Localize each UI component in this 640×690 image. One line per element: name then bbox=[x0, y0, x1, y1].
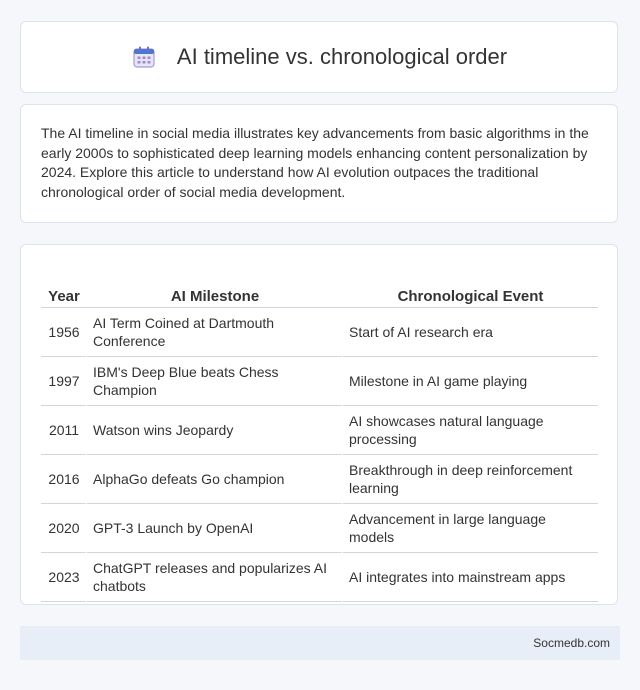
cell-event: Milestone in AI game playing bbox=[343, 357, 598, 406]
cell-year: 2016 bbox=[41, 455, 87, 504]
cell-event: AI integrates into mainstream apps bbox=[343, 553, 598, 602]
column-header-event: Chronological Event bbox=[343, 262, 598, 308]
column-header-year: Year bbox=[41, 262, 87, 308]
cell-milestone: GPT-3 Launch by OpenAI bbox=[87, 504, 343, 553]
cell-milestone: Watson wins Jeopardy bbox=[87, 406, 343, 455]
table-row bbox=[41, 553, 598, 602]
cell-milestone: IBM's Deep Blue beats Chess Champion bbox=[87, 357, 343, 406]
table-row bbox=[41, 504, 598, 553]
footer bbox=[20, 626, 620, 660]
cell-year: 2011 bbox=[41, 406, 87, 455]
cell-event: Breakthrough in deep reinforcement learning bbox=[343, 455, 598, 504]
cell-year: 2020 bbox=[41, 504, 87, 553]
calendar-icon bbox=[131, 44, 157, 70]
intro-card bbox=[20, 104, 618, 223]
intro-text: The AI timeline in social media illustrates key advancements from basic algorithms in the early 2000s to sophisticated deep learning models enhancing content personalization by 2024. Explore this article to understand how AI evolution outpaces the traditional chronological order of social media development. bbox=[41, 125, 589, 200]
table-header-row bbox=[41, 262, 598, 308]
title-card bbox=[20, 21, 618, 93]
cell-year: 1997 bbox=[41, 357, 87, 406]
cell-year: 2023 bbox=[41, 553, 87, 602]
cell-event: Start of AI research era bbox=[343, 308, 598, 357]
table-card bbox=[20, 244, 618, 605]
timeline-table bbox=[41, 262, 598, 602]
cell-event: AI showcases natural language processing bbox=[343, 406, 598, 455]
table-row bbox=[41, 406, 598, 455]
cell-milestone: AI Term Coined at Dartmouth Conference bbox=[87, 308, 343, 357]
table-row bbox=[41, 455, 598, 504]
page-title: AI timeline vs. chronological order bbox=[176, 44, 508, 69]
cell-year: 1956 bbox=[41, 308, 87, 357]
footer-site-name[interactable]: Socmedb.com bbox=[533, 636, 610, 650]
table-row bbox=[41, 308, 598, 357]
table-row bbox=[41, 357, 598, 406]
column-header-milestone: AI Milestone bbox=[87, 262, 343, 308]
cell-event: Advancement in large language models bbox=[343, 504, 598, 553]
cell-milestone: ChatGPT releases and popularizes AI chatbots bbox=[87, 553, 343, 602]
cell-milestone: AlphaGo defeats Go champion bbox=[87, 455, 343, 504]
